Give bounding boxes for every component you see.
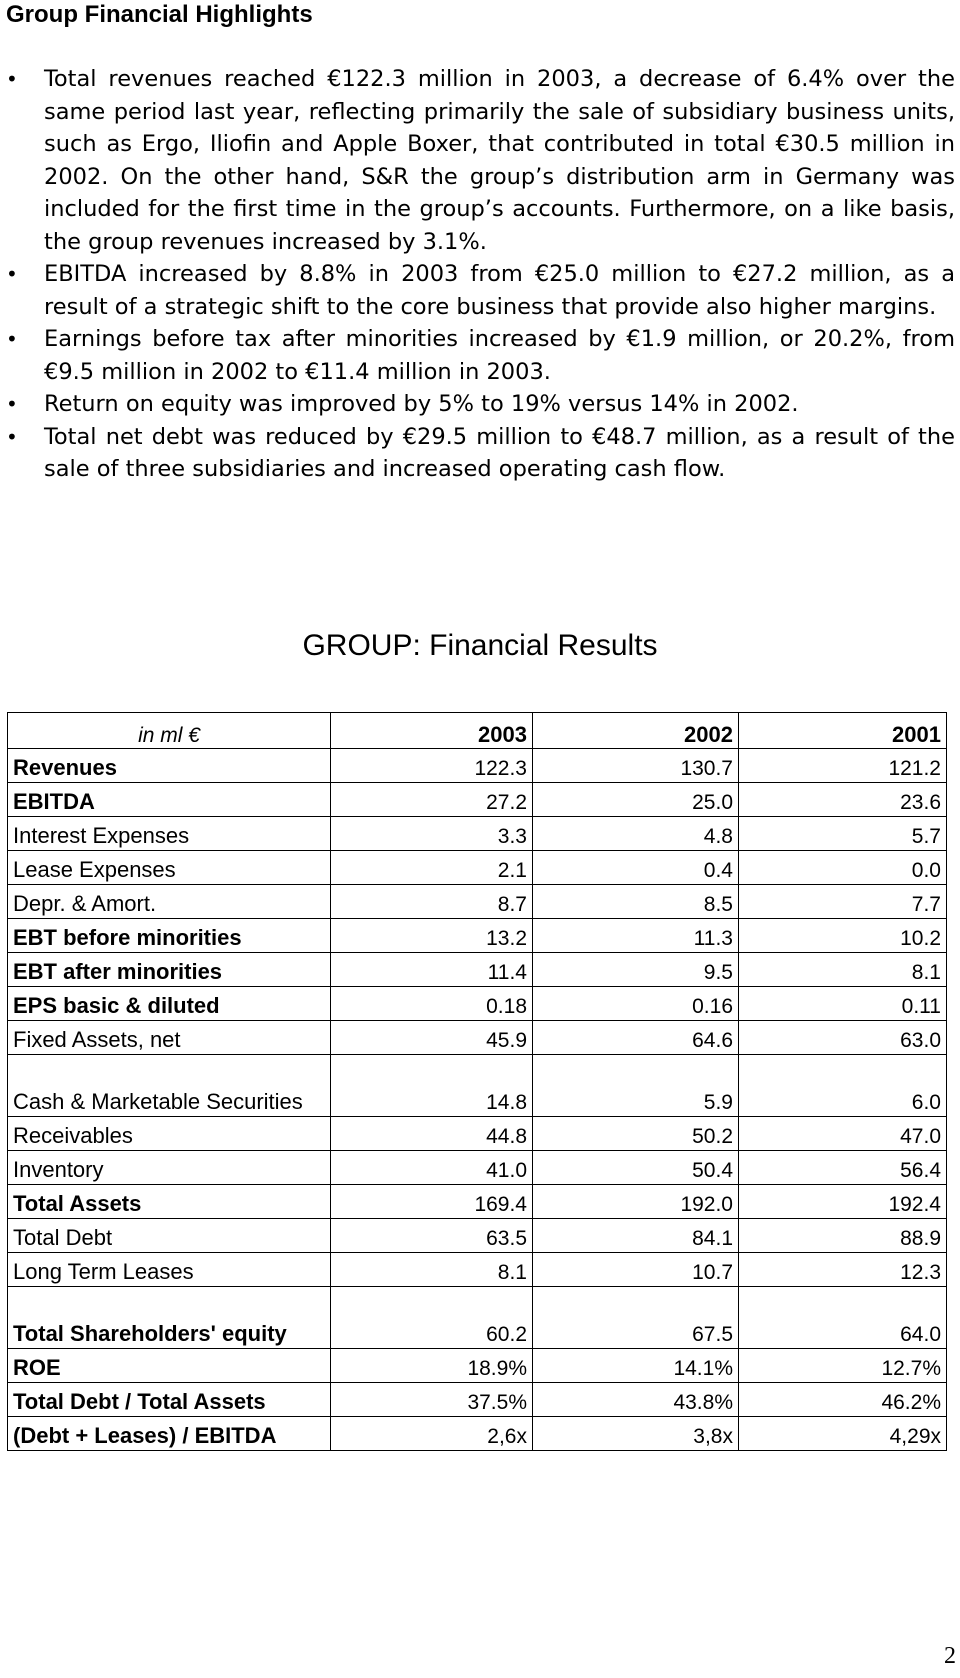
row-label: Total Assets (8, 1185, 331, 1219)
value-cell: 0.4 (533, 851, 739, 885)
value-cell: 60.2 (331, 1287, 533, 1349)
highlight-text: Earnings before tax after minorities increased by €1.9 million, or 20.2%, from €9.5 million in 2002 to €11.4 million in 2003. (44, 326, 955, 385)
value-cell: 0.0 (739, 851, 947, 885)
table-row (8, 1383, 947, 1417)
value-cell: 50.2 (533, 1117, 739, 1151)
value-cell: 41.0 (331, 1151, 533, 1185)
value-cell: 7.7 (739, 885, 947, 919)
value-cell: 2,6x (331, 1417, 533, 1451)
row-label: EBT before minorities (8, 919, 331, 953)
value-cell: 64.0 (739, 1287, 947, 1349)
value-cell: 45.9 (331, 1021, 533, 1055)
table-row (8, 1417, 947, 1451)
row-label: Interest Expenses (8, 817, 331, 851)
table-row (8, 1185, 947, 1219)
value-cell: 63.0 (739, 1021, 947, 1055)
value-cell: 121.2 (739, 749, 947, 783)
column-header: 2002 (533, 713, 739, 749)
value-cell: 64.6 (533, 1021, 739, 1055)
table-row (8, 1253, 947, 1287)
value-cell: 63.5 (331, 1219, 533, 1253)
row-label: Cash & Marketable Securities (8, 1055, 331, 1117)
bullet-icon: • (6, 392, 18, 416)
value-cell: 8.1 (331, 1253, 533, 1287)
value-cell: 88.9 (739, 1219, 947, 1253)
value-cell: 10.7 (533, 1253, 739, 1287)
column-header: 2003 (331, 713, 533, 749)
value-cell: 122.3 (331, 749, 533, 783)
value-cell: 0.16 (533, 987, 739, 1021)
value-cell: 18.9% (331, 1349, 533, 1383)
value-cell: 4.8 (533, 817, 739, 851)
bullet-icon: • (6, 67, 18, 91)
value-cell: 11.4 (331, 953, 533, 987)
table-title: GROUP: Financial Results (302, 629, 658, 662)
row-label: Total Debt (8, 1219, 331, 1253)
highlight-item (0, 388, 960, 421)
value-cell: 13.2 (331, 919, 533, 953)
value-cell: 10.2 (739, 919, 947, 953)
row-label: Fixed Assets, net (8, 1021, 331, 1055)
value-cell: 0.11 (739, 987, 947, 1021)
financial-results-table (7, 712, 947, 1451)
table-row (8, 749, 947, 783)
highlight-text: Total revenues reached €122.3 million in 2003, a decrease of 6.4% over the same period last year, reflecting primarily the sale of subsidiary business units, such as Ergo, Iliofin and Apple Boxer, that contributed in total €30.5 million in 2002. On the other hand, S&R the group’s distribution arm in Germany was included for the first time in the group’s accounts. Furthermore, on a like basis, the group revenues increased by 3.1%. (44, 66, 955, 255)
value-cell: 14.8 (331, 1055, 533, 1117)
value-cell: 46.2% (739, 1383, 947, 1417)
value-cell: 3,8x (533, 1417, 739, 1451)
row-label: EBT after minorities (8, 953, 331, 987)
column-header: 2001 (739, 713, 947, 749)
table-row (8, 851, 947, 885)
table-row (8, 1349, 947, 1383)
row-label: Inventory (8, 1151, 331, 1185)
value-cell: 56.4 (739, 1151, 947, 1185)
value-cell: 50.4 (533, 1151, 739, 1185)
value-cell: 9.5 (533, 953, 739, 987)
value-cell: 5.7 (739, 817, 947, 851)
bullet-icon: • (6, 262, 18, 286)
value-cell: 84.1 (533, 1219, 739, 1253)
table-row (8, 919, 947, 953)
value-cell: 23.6 (739, 783, 947, 817)
value-cell: 192.4 (739, 1185, 947, 1219)
table-row (8, 783, 947, 817)
page-title: Group Financial Highlights (6, 1, 313, 28)
value-cell: 8.7 (331, 885, 533, 919)
highlight-item (0, 258, 960, 323)
value-cell: 4,29x (739, 1417, 947, 1451)
row-label: (Debt + Leases) / EBITDA (8, 1417, 331, 1451)
row-label: Revenues (8, 749, 331, 783)
bullet-icon: • (6, 424, 18, 449)
value-cell: 192.0 (533, 1185, 739, 1219)
value-cell: 130.7 (533, 749, 739, 783)
value-cell: 25.0 (533, 783, 739, 817)
table-row (8, 1287, 947, 1349)
row-label: Lease Expenses (8, 851, 331, 885)
table-row (8, 953, 947, 987)
value-cell: 37.5% (331, 1383, 533, 1417)
row-label: ROE (8, 1349, 331, 1383)
value-cell: 0.18 (331, 987, 533, 1021)
highlight-text: Total net debt was reduced by €29.5 million to €48.7 million, as a result of the sale of three subsidiaries and increased operating cash flow. (44, 423, 955, 482)
value-cell: 44.8 (331, 1117, 533, 1151)
highlights-list (0, 63, 960, 486)
value-cell: 6.0 (739, 1055, 947, 1117)
value-cell: 67.5 (533, 1287, 739, 1349)
row-label: Long Term Leases (8, 1253, 331, 1287)
highlight-text: Return on equity was improved by 5% to 19% versus 14% in 2002. (44, 391, 799, 417)
value-cell: 12.3 (739, 1253, 947, 1287)
table-row (8, 1117, 947, 1151)
value-cell: 2.1 (331, 851, 533, 885)
highlight-item (0, 323, 960, 388)
value-cell: 5.9 (533, 1055, 739, 1117)
unit-label: in ml € (8, 713, 331, 749)
table-row (8, 817, 947, 851)
value-cell: 3.3 (331, 817, 533, 851)
value-cell: 8.1 (739, 953, 947, 987)
table-body (8, 749, 947, 1451)
value-cell: 27.2 (331, 783, 533, 817)
row-label: Depr. & Amort. (8, 885, 331, 919)
row-label: EBITDA (8, 783, 331, 817)
value-cell: 11.3 (533, 919, 739, 953)
table-header-row (8, 713, 947, 749)
row-label: Total Debt / Total Assets (8, 1383, 331, 1417)
highlight-item (0, 421, 960, 486)
row-label: EPS basic & diluted (8, 987, 331, 1021)
table-row (8, 1055, 947, 1117)
value-cell: 43.8% (533, 1383, 739, 1417)
table-row (8, 1021, 947, 1055)
row-label: Total Shareholders' equity (8, 1287, 331, 1349)
value-cell: 14.1% (533, 1349, 739, 1383)
value-cell: 8.5 (533, 885, 739, 919)
value-cell: 47.0 (739, 1117, 947, 1151)
table-row (8, 885, 947, 919)
row-label: Receivables (8, 1117, 331, 1151)
highlight-text: EBITDA increased by 8.8% in 2003 from €25.0 million to €27.2 million, as a result of a strategic shift to the core business that provide also higher margins. (44, 261, 955, 320)
table-row (8, 987, 947, 1021)
table-row (8, 1151, 947, 1185)
table-row (8, 1219, 947, 1253)
page-number: 2 (944, 1643, 956, 1669)
highlight-item (0, 63, 960, 258)
value-cell: 12.7% (739, 1349, 947, 1383)
value-cell: 169.4 (331, 1185, 533, 1219)
bullet-icon: • (6, 327, 18, 351)
